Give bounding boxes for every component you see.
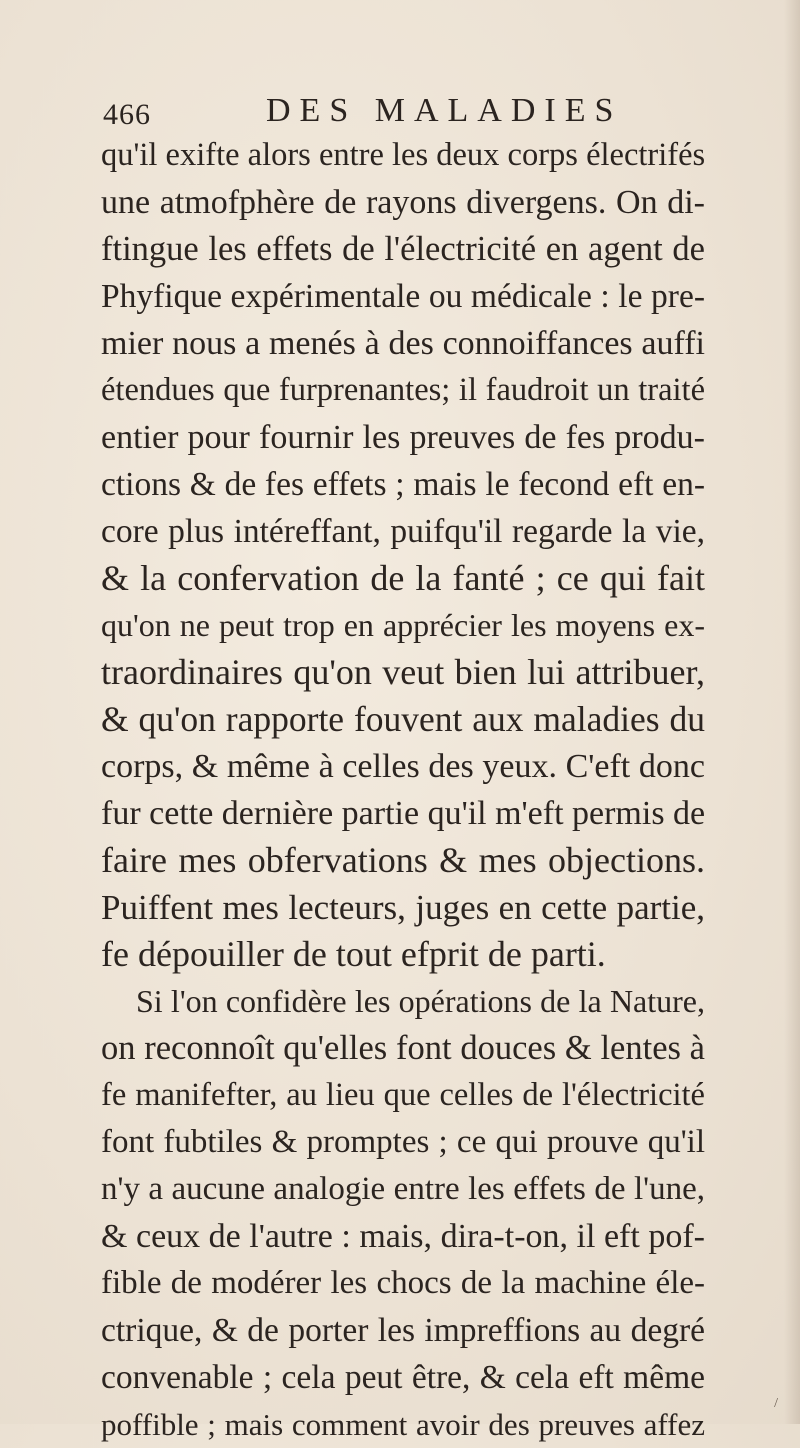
text-line: & ceux de l'autre : mais, dira-t-on, il eft pof- [101,1218,705,1255]
text-line: traordinaires qu'on veut bien lui attribuer, [101,652,705,692]
text-line: convenable ; cela peut être, & cela eft même [101,1359,705,1396]
text-line: ctrique, & de porter les impreffions au degré [101,1312,705,1349]
text-line: Puiffent mes lecteurs, juges en cette partie, [101,888,705,927]
text-line: ctions & de fes effets ; mais le fecond eft en- [101,466,705,503]
text-line: faire mes obfervations & mes objections. [101,840,705,880]
text-line: n'y a aucune analogie entre les effets de l'une, [101,1171,705,1207]
running-head: DES MALADIES [266,92,623,129]
text-line: étendues que furprenantes; il faudroit un traité [101,372,705,408]
text-line: font fubtiles & promptes ; ce qui prouve qu'il [101,1124,705,1160]
text-line: fe manifefter, au lieu que celles de l'électricité [101,1077,705,1113]
text-line: mier nous a menés à des connoiffances auffi [101,325,705,362]
text-line: fur cette dernière partie qu'il m'eft permis de [101,795,706,832]
text-line: poffible ; mais comment avoir des preuves affez [101,1407,705,1442]
text-line: Phyfique expérimentale ou médicale : le pre- [101,278,705,315]
text-line: fible de modérer les chocs de la machine éle- [101,1265,705,1301]
page-edge-shadow [784,0,800,1424]
body-text [101,132,705,1448]
text-line: on reconnoît qu'elles font douces & lentes à [101,1029,705,1067]
text-line: une atmofphère de rayons divergens. On di- [101,184,705,221]
text-line: corps, & même à celles des yeux. C'eft donc [101,748,705,785]
text-line: & la confervation de la fanté ; ce qui fait [101,558,705,598]
page-corner-mark: / [774,1396,778,1411]
text-line: & qu'on rapporte fouvent aux maladies du [101,699,705,739]
text-line: ftingue les effets de l'électricité en agent de [101,230,705,268]
text-line: qu'il exifte alors entre les deux corps électrifés [101,137,706,173]
text-line: qu'on ne peut trop en apprécier les moyens ex- [101,607,705,643]
text-line: core plus intéreffant, puifqu'il regarde la vie, [101,513,705,550]
paragraph-end-line: fe dépouiller de tout efprit de parti. [101,934,606,974]
text-line: entier pour fournir les preuves de fes produ- [101,419,705,456]
page-number: 466 [103,98,151,131]
paragraph-start-line: Si l'on confidère les opérations de la Nature, [136,983,705,1019]
